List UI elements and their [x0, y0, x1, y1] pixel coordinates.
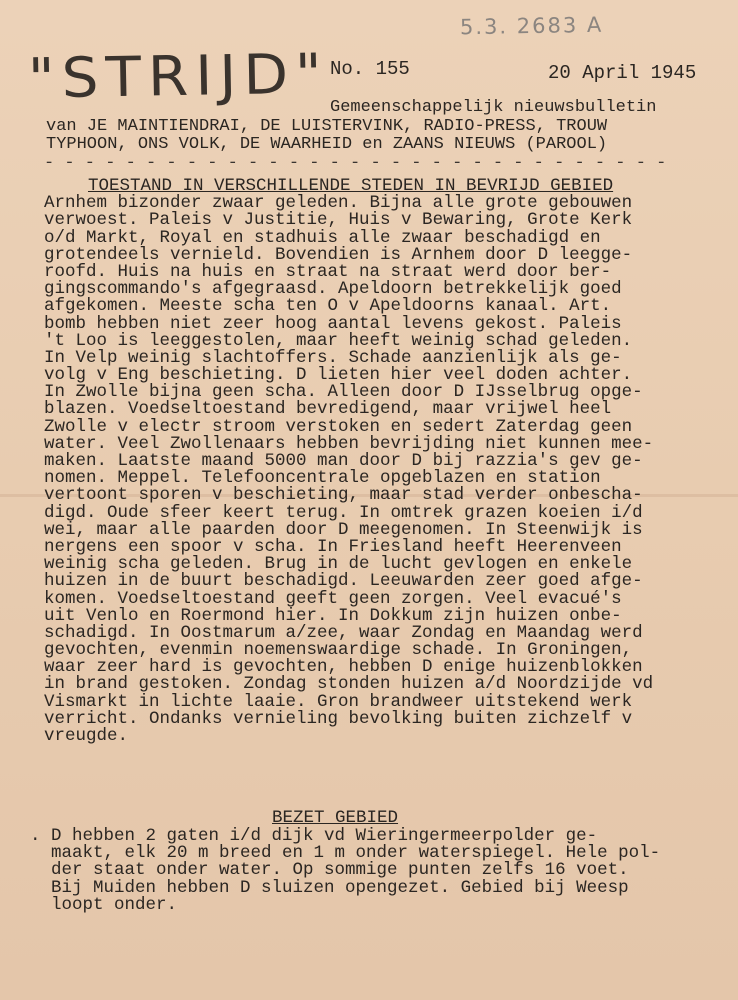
article-line: uit Venlo en Roermond hier. In Dokkum zijn huizen onbe- — [44, 605, 622, 626]
article-line: wei, maar alle paarden door D meegenomen. In Steenwijk is — [44, 519, 643, 540]
article-line: loopt onder. — [30, 894, 178, 915]
article-line: o/d Markt, Royal en stadhuis alle zwaar beschadigd en — [44, 227, 601, 248]
article-line: maken. Laatste maand 5000 man door D bij razzia's gev ge- — [44, 451, 643, 471]
issue-number: No. 155 — [330, 58, 410, 80]
article-line: In Zwolle bijna geen scha. Alleen door D IJsselbrug opge- — [44, 382, 643, 403]
article-line: bomb hebben niet zeer hoog aantal levens gekost. Paleis — [44, 313, 622, 334]
article-line: 't Loo is leeggestolen, maar heeft weinig schad geleden. — [44, 330, 633, 351]
article-line: weinig scha geleden. Brug in de lucht gevlogen en enkele — [44, 554, 633, 575]
article-line: Vismarkt in lichte laaie. Gron brandweer uitstekend werk — [44, 691, 633, 712]
article-line: schadigd. In Oostmarum a/zee, waar Zondag en Maandag werd — [44, 622, 643, 643]
archive-mark: 5.3. 2683 A — [459, 12, 604, 40]
article-line: Zwolle v electr stroom verstoken en sedert Zaterdag geen — [44, 416, 633, 437]
article-line: maakt, elk 20 m breed en 1 m onder waterspiegel. Hele pol- — [30, 843, 661, 864]
article-line: waar zeer hard is gevochten, hebben D enige huizenblokken — [44, 657, 643, 678]
article-line: komen. Voedseltoestand geeft geen zorgen. Veel evacué's — [44, 588, 622, 609]
article-occupied-areas — [30, 828, 730, 914]
article-line: gingscommando's afgegraasd. Apeldoorn betrekkelijk goed — [44, 279, 622, 300]
article-line: vreugde. — [44, 726, 129, 746]
article-line: roofd. Huis na huis en straat na straat werd door ber- — [44, 261, 612, 282]
newsletter-title: "STRIJD" — [27, 41, 330, 111]
article-line: vertoont sporen v beschieting, maar stad verder onbescha- — [44, 485, 643, 506]
article-heading: TOESTAND IN VERSCHILLENDE STEDEN IN BEVRIJD GEBIED — [88, 176, 614, 196]
article-line: Arnhem bizonder zwaar geleden. Bijna alle grote gebouwen — [44, 193, 633, 214]
article-line: nomen. Meppel. Telefooncentrale opgeblazen en station — [44, 468, 601, 489]
article-line: blazen. Voedseltoestand bevredigend, maar vrijwel heel — [44, 399, 612, 420]
article-line: volg v Eng beschieting. D lieten hier veel doden achter. — [44, 365, 633, 386]
article-line: gevochten, evenmin noemenswaardige schade. In Groningen, — [44, 640, 633, 661]
article-line: in brand gestoken. Zondag stonden huizen a/d Noordzijde vd — [44, 674, 654, 695]
article-line: In Velp weinig slachtoffers. Schade aanzienlijk als ge- — [44, 347, 622, 368]
article-line: digd. Oude sfeer keert terug. In omtrek grazen koeien i/d — [44, 502, 643, 523]
article-liberated-areas — [44, 178, 734, 745]
article-line: Bij Muiden hebben D sluizen opengezet. Gebied bij Weesp — [30, 877, 629, 898]
article-line: grotendeels vernield. Bovendien is Arnhem door D leegge- — [44, 244, 633, 265]
subtitle-line-1: Gemeenschappelijk nieuwsbulletin — [330, 98, 657, 117]
article-line: afgekomen. Meeste scha ten O v Apeldoorns kanaal. Art. — [44, 296, 612, 317]
issue-date: 20 April 1945 — [548, 62, 697, 84]
article-line: der staat onder water. Op sommige punten zelfs 16 voet. — [30, 860, 629, 881]
header-divider: - - - - - - - - - - - - - - - - - - - - - - - - - - - - - - - — [44, 154, 667, 173]
article-line: water. Veel Zwollenaars hebben bevrijding niet kunnen mee- — [44, 433, 654, 454]
article-line: huizen in de buurt beschadigd. Leeuwarden zeer goed afge- — [44, 571, 643, 592]
article-line: nergens een spoor v scha. In Friesland heeft Heerenveen — [44, 536, 622, 557]
article-line: verwoest. Paleis v Justitie, Huis v Bewaring, Grote Kerk — [44, 210, 633, 231]
subtitle-line-2: van JE MAINTIENDRAI, DE LUISTERVINK, RADIO-PRESS, TROUW — [46, 117, 608, 136]
subtitle-line-3: TYPHOON, ONS VOLK, DE WAARHEID en ZAANS NIEUWS (PAROOL) — [46, 135, 608, 154]
article-line: verricht. Ondanks vernieling bevolking buiten zichzelf v — [44, 708, 633, 729]
section-heading-occupied: BEZET GEBIED — [272, 808, 399, 828]
article-line: . D hebben 2 gaten i/d dijk vd Wieringermeerpolder ge- — [30, 826, 598, 846]
